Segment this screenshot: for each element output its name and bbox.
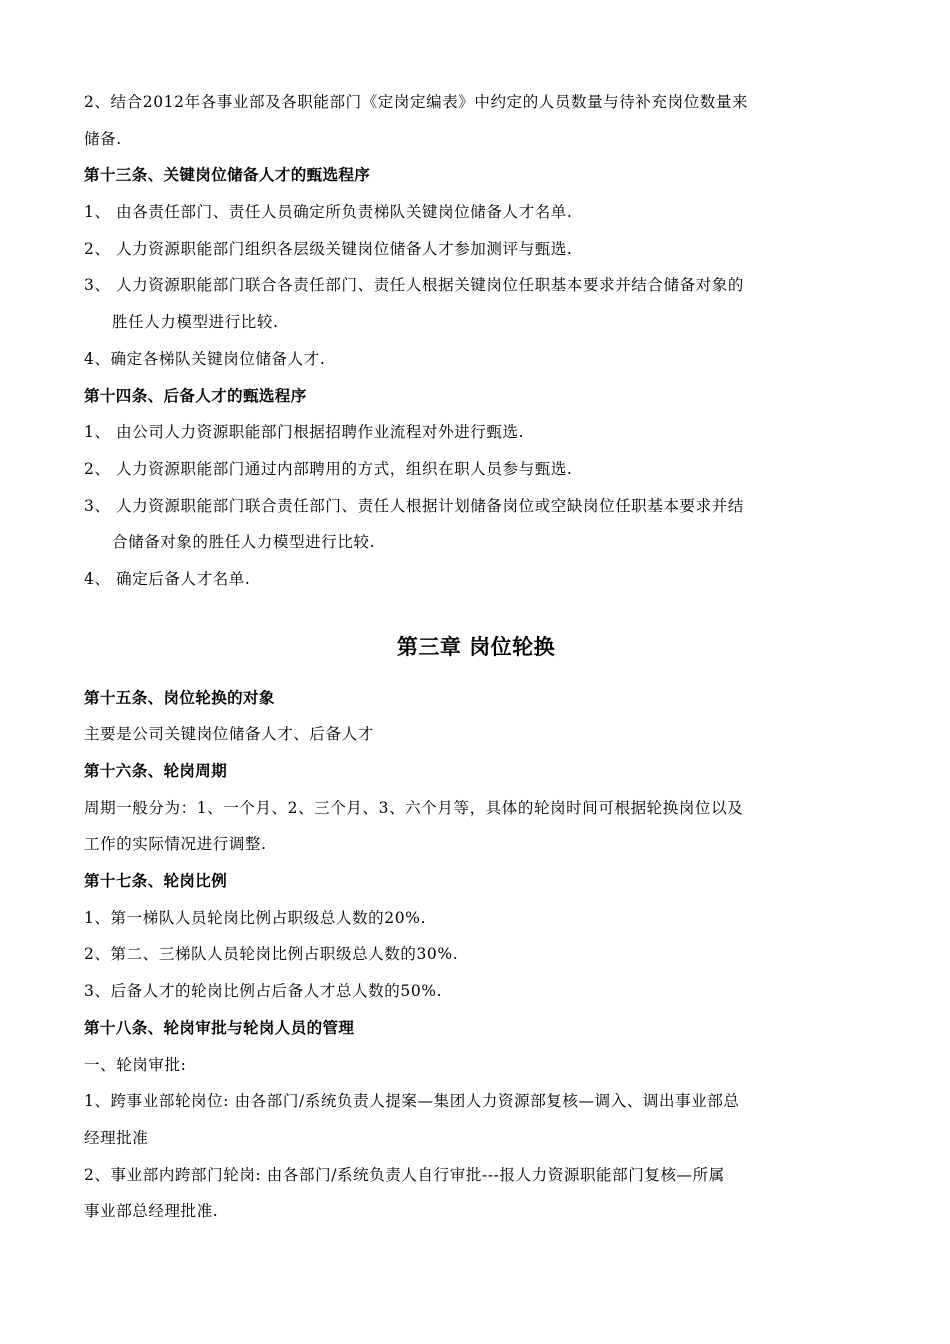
chapter-title: 第三章 岗位轮换 — [396, 634, 556, 659]
paragraph-line: 1、 由各责任部门、责任人员确定所负责梯队关键岗位储备人才名单. — [84, 203, 573, 222]
document-page — [84, 84, 868, 1230]
paragraph-line: 事业部总经理批准. — [84, 1202, 219, 1221]
paragraph-line: 1、跨事业部轮岗位: 由各部门/系统负责人提案—集团人力资源部复核—调入、调出事业部总 — [84, 1092, 740, 1111]
section-job-rotation — [84, 680, 868, 1230]
paragraph-line: 1、 由公司人力资源职能部门根据招聘作业流程对外进行甄选. — [84, 423, 525, 442]
paragraph-line: 3、 人力资源职能部门联合责任部门、责任人根据计划储备岗位或空缺岗位任职基本要求并结 — [84, 496, 744, 515]
paragraph-line: 2、事业部内跨部门轮岗: 由各部门/系统负责人自行审批---报人力资源职能部门复核—所属 — [84, 1165, 725, 1184]
paragraph-line: 2、 人力资源职能部门通过内部聘用的方式，组织在职人员参与甄选. — [84, 459, 573, 478]
paragraph-line: 4、 确定后备人才名单. — [84, 569, 251, 588]
paragraph-line: 工作的实际情况进行调整. — [84, 835, 267, 854]
article-heading: 第十四条、后备人才的甄选程序 — [84, 386, 307, 405]
paragraph-line: 一、轮岗审批: — [84, 1055, 187, 1074]
paragraph-line: 周期一般分为：1、一个月、2、三个月、3、六个月等，具体的轮岗时间可根据轮换岗位以及 — [84, 798, 744, 817]
paragraph-line: 2、结合2012年各事业部及各职能部门《定岗定编表》中约定的人员数量与待补充岗位数量来 — [84, 93, 749, 111]
paragraph-line: 主要是公司关键岗位储备人才、后备人才 — [84, 725, 374, 744]
paragraph-line: 经理批准 — [84, 1128, 149, 1147]
section-candidate-selection — [84, 84, 868, 598]
paragraph-line: 2、 人力资源职能部门组织各层级关键岗位储备人才参加测评与甄选. — [84, 239, 573, 258]
paragraph-line: 3、后备人才的轮岗比例占后备人才总人数的50%. — [84, 982, 443, 1001]
paragraph-line: 4、确定各梯队关键岗位储备人才. — [84, 349, 326, 368]
article-heading: 第十七条、轮岗比例 — [84, 872, 228, 891]
paragraph-line: 储备. — [84, 129, 122, 148]
paragraph-line: 合储备对象的胜任人力模型进行比较. — [112, 533, 376, 552]
paragraph-line: 1、第一梯队人员轮岗比例占职级总人数的20%. — [84, 908, 427, 927]
article-heading: 第十八条、轮岗审批与轮岗人员的管理 — [84, 1018, 355, 1037]
article-heading: 第十五条、岗位轮换的对象 — [84, 688, 275, 707]
article-heading: 第十六条、轮岗周期 — [84, 762, 228, 780]
paragraph-line: 胜任人力模型进行比较. — [112, 313, 279, 332]
article-heading: 第十三条、关键岗位储备人才的甄选程序 — [84, 166, 371, 185]
paragraph-line: 2、第二、三梯队人员轮岗比例占职级总人数的30%. — [84, 945, 459, 964]
paragraph-line: 3、 人力资源职能部门联合各责任部门、责任人根据关键岗位任职基本要求并结合储备对象的 — [84, 276, 744, 295]
